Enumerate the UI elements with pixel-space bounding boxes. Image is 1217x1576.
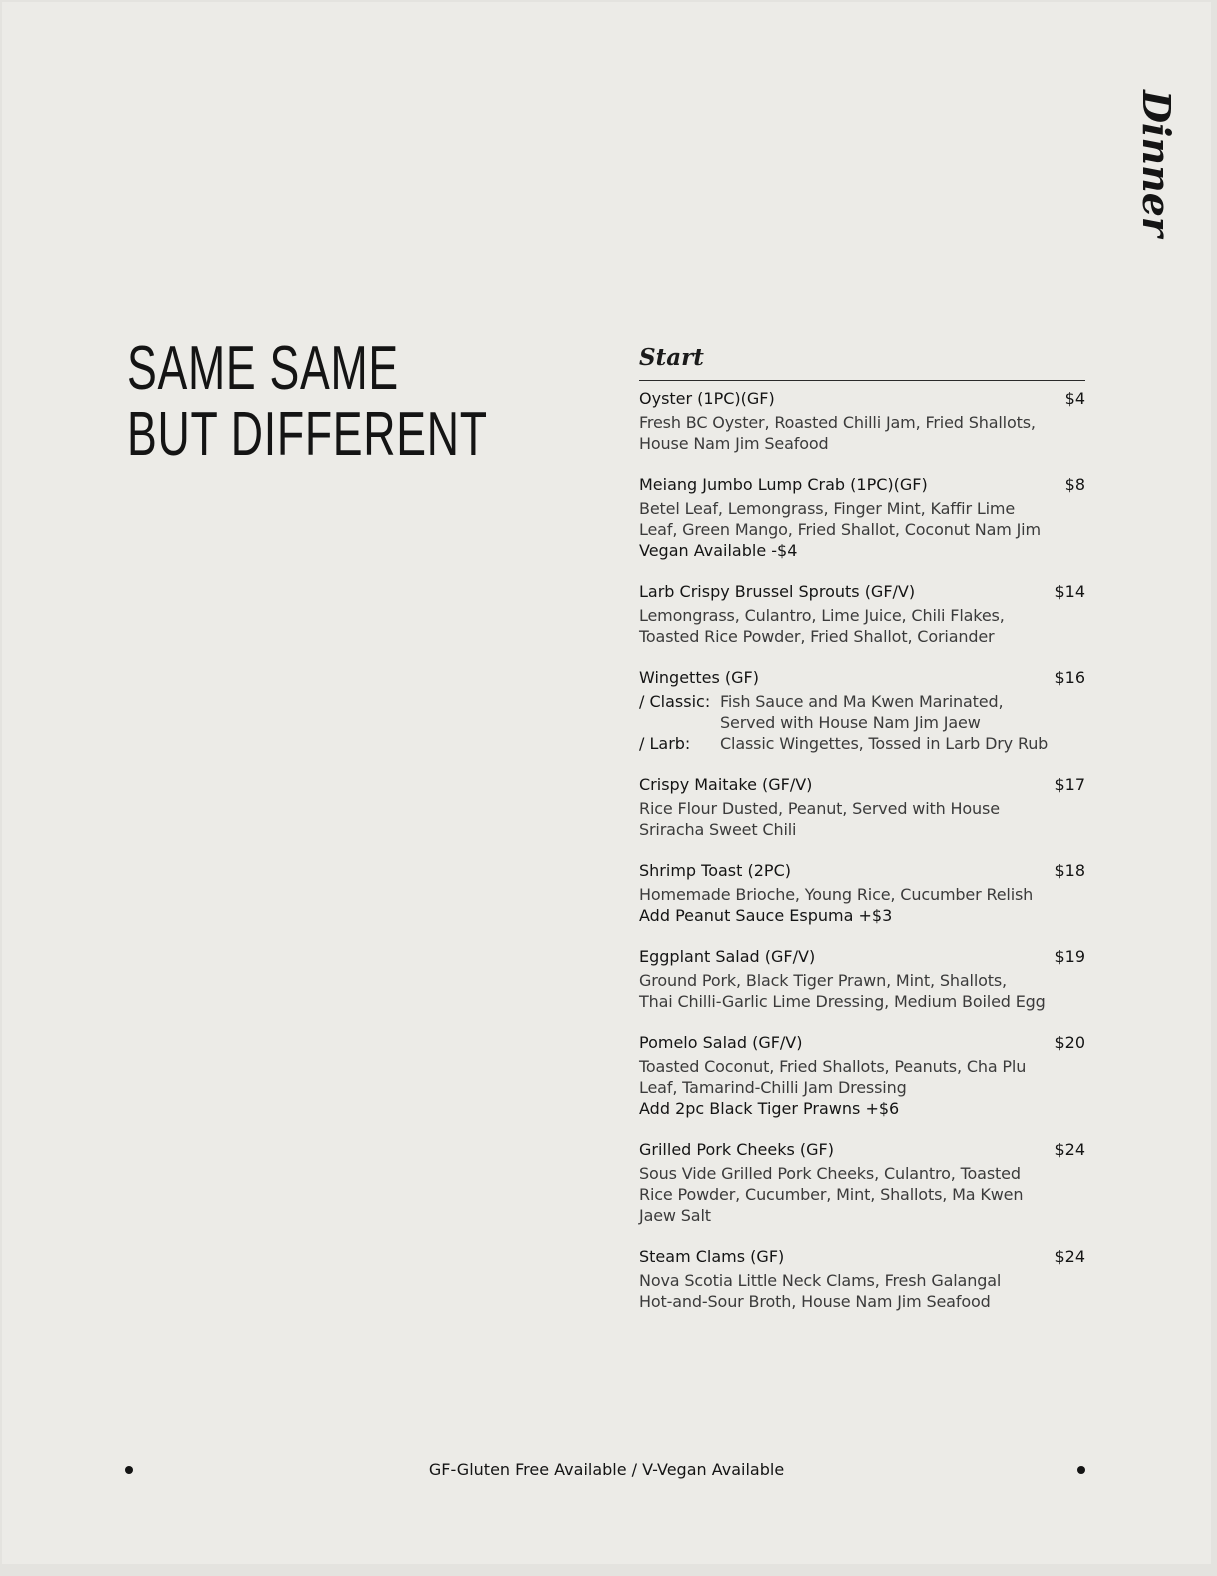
menu-item-header <box>639 860 1085 881</box>
menu-item-description <box>639 884 1085 905</box>
description-line: Thai Chilli-Garlic Lime Dressing, Medium Boiled Egg <box>639 992 1046 1011</box>
description-line: Rice Powder, Cucumber, Mint, Shallots, Ma Kwen <box>639 1185 1024 1204</box>
menu-item-price: $24 <box>1054 1140 1085 1159</box>
menu-item-name: Steam Clams (GF) <box>639 1247 785 1266</box>
menu-item-description <box>639 798 1085 840</box>
menu-item-addon: Add 2pc Black Tiger Prawns +$6 <box>639 1099 900 1118</box>
menu-item-price: $24 <box>1054 1247 1085 1266</box>
description-line: Toasted Rice Powder, Fried Shallot, Coriander <box>639 627 995 646</box>
description-line: Toasted Coconut, Fried Shallots, Peanuts, Cha Plu <box>639 1057 1027 1076</box>
description-line: Leaf, Tamarind-Chilli Jam Dressing <box>639 1078 907 1097</box>
menu-item-name: Larb Crispy Brussel Sprouts (GF/V) <box>639 582 916 601</box>
menu-item-price: $4 <box>1064 389 1085 408</box>
description-line: Fresh BC Oyster, Roasted Chilli Jam, Fried Shallots, <box>639 413 1036 432</box>
menu-item <box>639 388 1085 454</box>
section-title: Start <box>639 342 1085 381</box>
variant-label: / Classic: <box>639 692 711 711</box>
menu-item-description <box>639 412 1085 454</box>
menu-item-variant <box>639 691 1085 733</box>
description-line: Rice Flour Dusted, Peanut, Served with House <box>639 799 1000 818</box>
description-line: Jaew Salt <box>639 1206 711 1225</box>
menu-item-price: $14 <box>1054 582 1085 601</box>
menu-item-addon: Vegan Available -$4 <box>639 541 798 560</box>
menu-item-header <box>639 474 1085 495</box>
description-line: Hot-and-Sour Broth, House Nam Jim Seafood <box>639 1292 991 1311</box>
menu-item-header <box>639 774 1085 795</box>
menu-label <box>1133 89 1179 237</box>
menu-item-description <box>639 498 1085 540</box>
menu-item-price: $8 <box>1064 475 1085 494</box>
tagline-line-2: BUT DIFFERENT <box>127 400 488 469</box>
menu-item-name: Pomelo Salad (GF/V) <box>639 1033 803 1052</box>
menu-item <box>639 474 1085 561</box>
variant-description <box>720 691 1003 733</box>
description-line: Sriracha Sweet Chili <box>639 820 797 839</box>
menu-item <box>639 774 1085 840</box>
menu-item-description <box>639 1056 1085 1098</box>
menu-item-description <box>639 1270 1085 1312</box>
variant-line: Fish Sauce and Ma Kwen Marinated, <box>720 692 1004 711</box>
bullet-dot-right <box>1077 1466 1085 1474</box>
description-line: House Nam Jim Seafood <box>639 434 829 453</box>
description-line: Betel Leaf, Lemongrass, Finger Mint, Kaffir Lime <box>639 499 1016 518</box>
menu-item <box>639 860 1085 926</box>
menu-item-name: Shrimp Toast (2PC) <box>639 861 791 880</box>
menu-item-header <box>639 388 1085 409</box>
menu-item-price: $16 <box>1054 668 1085 687</box>
menu-item-header <box>639 1246 1085 1267</box>
description-line: Leaf, Green Mango, Fried Shallot, Coconut Nam Jim <box>639 520 1041 539</box>
variant-description <box>720 733 1048 754</box>
variant-line: Served with House Nam Jim Jaew <box>720 713 981 732</box>
menu-page <box>2 2 1211 1564</box>
tagline-line-1: SAME SAME <box>127 334 399 403</box>
menu-item-header <box>639 581 1085 602</box>
menu-item-description <box>639 970 1085 1012</box>
menu-item-name: Oyster (1PC)(GF) <box>639 389 775 408</box>
menu-section-start <box>639 342 1085 1332</box>
menu-label-text: Dinner <box>1133 89 1179 237</box>
menu-item-name: Wingettes (GF) <box>639 668 759 687</box>
menu-item-name: Eggplant Salad (GF/V) <box>639 947 816 966</box>
menu-item <box>639 1246 1085 1312</box>
menu-item-price: $18 <box>1054 861 1085 880</box>
menu-item <box>639 946 1085 1012</box>
menu-item-addon: Add Peanut Sauce Espuma +$3 <box>639 906 893 925</box>
menu-item-price: $20 <box>1054 1033 1085 1052</box>
description-line: Nova Scotia Little Neck Clams, Fresh Galangal <box>639 1271 1002 1290</box>
menu-item-price: $17 <box>1054 775 1085 794</box>
menu-item-header <box>639 667 1085 688</box>
menu-item-price: $19 <box>1054 947 1085 966</box>
menu-item-description <box>639 605 1085 647</box>
description-line: Lemongrass, Culantro, Lime Juice, Chili Flakes, <box>639 606 1005 625</box>
description-line: Homemade Brioche, Young Rice, Cucumber Relish <box>639 885 1034 904</box>
menu-item <box>639 581 1085 647</box>
menu-item-variant <box>639 733 1085 754</box>
footer-legend: GF-Gluten Free Available / V-Vegan Available <box>428 1460 785 1479</box>
variant-label: / Larb: <box>639 734 691 753</box>
description-line: Ground Pork, Black Tiger Prawn, Mint, Shallots, <box>639 971 1007 990</box>
menu-item-name: Meiang Jumbo Lump Crab (1PC)(GF) <box>639 475 928 494</box>
description-line: Sous Vide Grilled Pork Cheeks, Culantro, Toasted <box>639 1164 1021 1183</box>
menu-item <box>639 667 1085 754</box>
variant-line: Classic Wingettes, Tossed in Larb Dry Rub <box>720 734 1049 753</box>
menu-item-header <box>639 1139 1085 1160</box>
tagline <box>127 336 488 468</box>
menu-item-header <box>639 1032 1085 1053</box>
menu-item <box>639 1139 1085 1226</box>
menu-item-name: Crispy Maitake (GF/V) <box>639 775 813 794</box>
menu-item-name: Grilled Pork Cheeks (GF) <box>639 1140 834 1159</box>
menu-item <box>639 1032 1085 1119</box>
menu-item-header <box>639 946 1085 967</box>
menu-items <box>639 388 1085 1312</box>
menu-item-description <box>639 1163 1085 1226</box>
